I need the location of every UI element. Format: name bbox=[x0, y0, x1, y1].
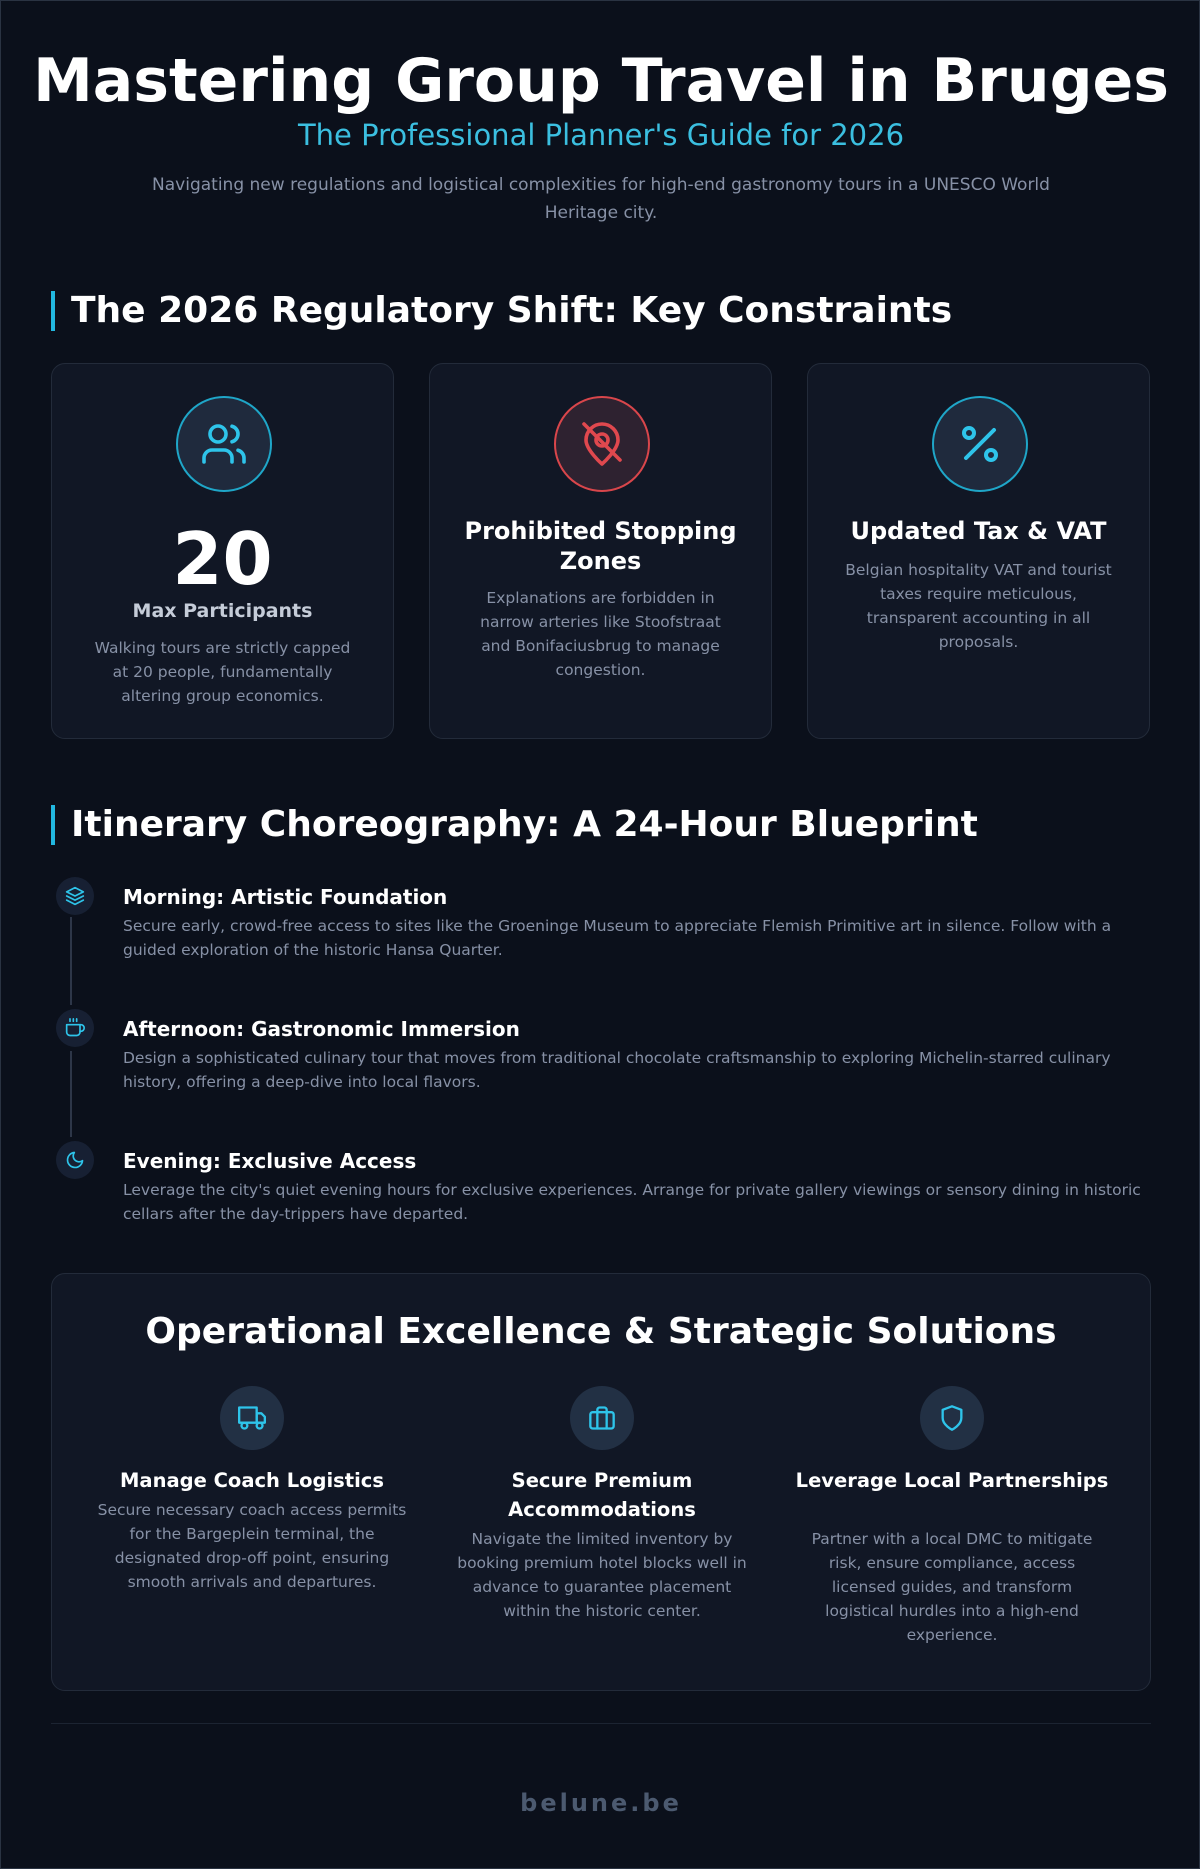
map-pin-off-icon bbox=[554, 396, 650, 492]
moon-icon bbox=[56, 1141, 94, 1179]
max-participants-number: 20 bbox=[172, 517, 273, 601]
solutions-heading: Operational Excellence & Strategic Solutions bbox=[145, 1311, 1057, 1352]
timeline-connector bbox=[70, 1051, 72, 1137]
timeline-step-title: Evening: Exclusive Access bbox=[123, 1149, 417, 1173]
card-description: Walking tours are strictly capped at 20 people, fundamentally altering group economics. bbox=[94, 639, 351, 705]
solution-description: Secure necessary coach access permits for the Bargeplein terminal, the designated drop-off point, ensuring smooth arrivals and departures. bbox=[97, 1501, 407, 1591]
solutions-panel bbox=[51, 1273, 1151, 1691]
page-title: Mastering Group Travel in Bruges bbox=[33, 46, 1169, 116]
card-description: Explanations are forbidden in narrow arteries like Stoofstraat and Bonifaciusbrug to manage congestion. bbox=[480, 589, 721, 679]
page-subtitle: The Professional Planner's Guide for 2026 bbox=[297, 118, 905, 152]
constraint-card-stopping-zones bbox=[429, 363, 772, 739]
footer-divider bbox=[51, 1723, 1151, 1724]
constraint-card-tax-vat bbox=[807, 363, 1150, 739]
timeline-step-description: Secure early, crowd-free access to sites like the Groeninge Museum to appreciate Flemish Primitive art in silence. Follow with a guided exploration of the historic Hansa Quarter. bbox=[123, 917, 1112, 959]
shield-icon bbox=[920, 1386, 984, 1450]
constraint-card-participants bbox=[51, 363, 394, 739]
max-participants-label: Max Participants bbox=[132, 600, 313, 622]
itinerary-heading: Itinerary Choreography: A 24-Hour Blueprint bbox=[51, 805, 978, 845]
percent-icon bbox=[932, 396, 1028, 492]
card-title: Updated Tax & VAT bbox=[850, 517, 1107, 545]
timeline-step-title: Morning: Artistic Foundation bbox=[123, 885, 448, 909]
solution-title: Secure Premium Accommodations bbox=[508, 1469, 696, 1521]
solution-description: Navigate the limited inventory by booking premium hotel blocks well in advance to guarantee placement within the historic center. bbox=[457, 1530, 747, 1620]
timeline-step-title: Afternoon: Gastronomic Immersion bbox=[123, 1017, 520, 1041]
card-description: Belgian hospitality VAT and tourist taxes require meticulous, transparent accounting in all proposals. bbox=[845, 561, 1112, 651]
coffee-cup-icon bbox=[56, 1009, 94, 1047]
solution-description: Partner with a local DMC to mitigate risk, ensure compliance, access licensed guides, and transform logistical hurdles into a high-end experience. bbox=[811, 1530, 1093, 1644]
footer-brand[interactable]: belune.be bbox=[520, 1789, 682, 1817]
timeline-step-description: Leverage the city's quiet evening hours for exclusive experiences. Arrange for private gallery viewings or sensory dining in historic cellars after the day-trippers have departed. bbox=[123, 1181, 1141, 1223]
constraints-heading: The 2026 Regulatory Shift: Key Constraints bbox=[51, 291, 952, 331]
users-icon bbox=[176, 396, 272, 492]
card-title: Prohibited Stopping Zones bbox=[464, 517, 737, 575]
solution-title: Manage Coach Logistics bbox=[120, 1469, 384, 1492]
briefcase-icon bbox=[570, 1386, 634, 1450]
layers-icon bbox=[56, 877, 94, 915]
timeline-step-description: Design a sophisticated culinary tour that moves from traditional chocolate craftsmanship to exploring Michelin-starred culinary history, offering a deep-dive into local flavors. bbox=[123, 1049, 1111, 1091]
page-intro: Navigating new regulations and logistical complexities for high-end gastronomy tours in a UNESCO World Heritage city. bbox=[152, 175, 1050, 223]
timeline-connector bbox=[70, 917, 72, 1005]
solution-title: Leverage Local Partnerships bbox=[795, 1469, 1109, 1492]
truck-icon bbox=[220, 1386, 284, 1450]
